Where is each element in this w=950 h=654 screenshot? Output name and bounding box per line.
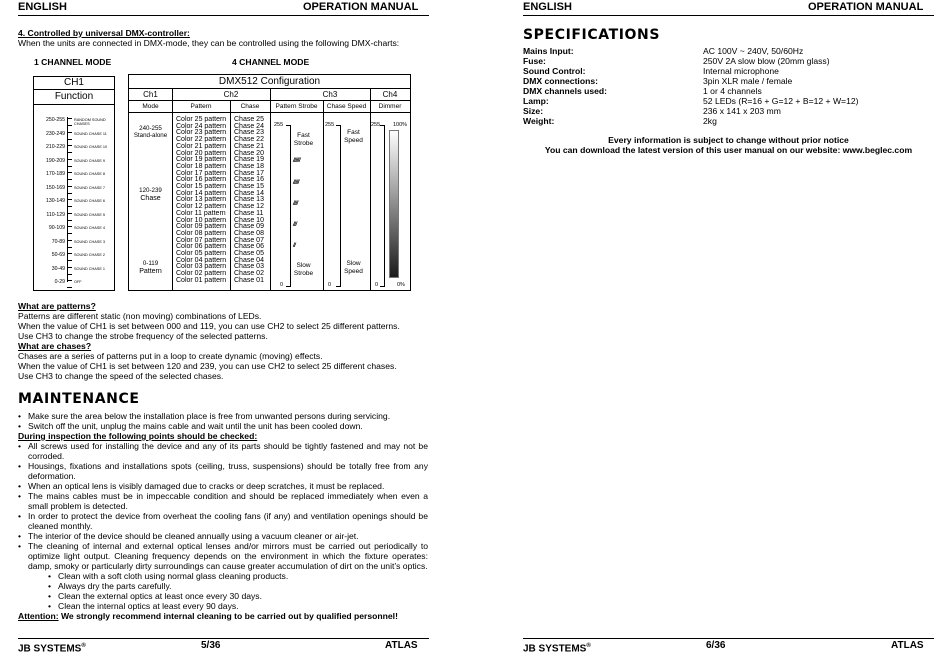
- dimmer-100pct: 100%: [393, 122, 408, 128]
- spec-value: 52 LEDs (R=16 + G=12 + B=12 + W=12): [703, 96, 859, 106]
- specifications-title: SPECIFICATIONS: [523, 27, 661, 43]
- speed-255: 255: [325, 122, 335, 128]
- ch1-row: [34, 185, 114, 193]
- pattern-list-item: Color 09 pattern: [176, 223, 227, 231]
- patterns-text-1: Patterns are different static (non moving) combinations of LEDs.: [18, 311, 262, 321]
- spec-row: [523, 86, 934, 96]
- ch1-row: [34, 212, 114, 220]
- ch1-row-range: 150-169: [45, 184, 65, 191]
- spec-row: [523, 76, 934, 86]
- pattern-list-item: Color 20 pattern: [176, 149, 227, 157]
- pattern-list-item: Color 23 pattern: [176, 129, 227, 137]
- dimmer-gradient-bar: [389, 130, 399, 278]
- chase-list-item: Chase 17: [234, 169, 264, 177]
- dimmer-0: 0: [375, 282, 379, 288]
- cleaning-sub-bullet: • Clean with a soft cloth using normal glass cleaning products.: [48, 571, 428, 581]
- dmx512-chart: [128, 74, 411, 291]
- patterns-text-2: When the value of CH1 is set between 000 and 119, you can use CH2 to select 25 different patterns.: [18, 321, 400, 331]
- chases-text-3: Use CH3 to change the speed of the selected chases.: [18, 371, 224, 381]
- mode-pattern: 0-119 Pattern: [139, 260, 162, 275]
- pattern-list-item: Color 21 pattern: [176, 142, 227, 150]
- right-header-language: ENGLISH: [523, 1, 572, 13]
- spec-label: Sound Control:: [523, 66, 586, 76]
- spec-value: 250V 2A slow blow (20mm glass): [703, 56, 830, 66]
- chase-list-item: Chase 15: [234, 183, 264, 190]
- ch1-row-range: 110-129: [46, 211, 65, 218]
- section4-intro: When the units are connected in DMX-mode, they can be controlled using the following DMX-charts:: [18, 38, 400, 48]
- dmx-subhead-pattern: Pattern: [190, 103, 212, 110]
- ch1-row-range: 50-69: [51, 252, 65, 258]
- specifications-table: [523, 46, 934, 126]
- four-channel-label: 4 CHANNEL MODE: [232, 57, 310, 67]
- inspection-bullet: • When an optical lens is visibly damaged due to cracks or deep scratches, it must be replaced.: [18, 481, 428, 491]
- ch1-row-label: SOUND CHASE 11: [74, 131, 107, 136]
- spec-value: 236 x 141 x 203 mm: [703, 106, 781, 116]
- dimmer-255: 255: [371, 122, 381, 128]
- chase-list-item: Chase 22: [234, 136, 264, 144]
- chase-list-item: Chase 09: [234, 223, 264, 231]
- chase-list-item: Chase 23: [234, 129, 264, 137]
- ch1-row-range: 90-109: [48, 225, 65, 231]
- ch1-row-range: 70-89: [51, 238, 65, 245]
- patterns-question: What are patterns?: [18, 301, 96, 311]
- ch1-row-label: SOUND CHASE 9: [74, 158, 106, 163]
- strobe-mark: ////: [293, 201, 298, 207]
- ch1-row: [34, 279, 114, 287]
- one-channel-label: 1 CHANNEL MODE: [34, 57, 112, 67]
- pattern-list-item: Color 08 pattern: [176, 229, 227, 237]
- ch1-row: [34, 252, 114, 260]
- ch1-row-range: 250-255: [45, 117, 65, 123]
- spec-row: [523, 116, 934, 126]
- spec-label: Mains Input:: [523, 46, 574, 56]
- pattern-list-item: Color 16 pattern: [176, 176, 227, 184]
- ch1-row-label: SOUND CHASE 5: [74, 212, 106, 217]
- mode-standalone: 240-255 Stand-alone: [133, 125, 168, 139]
- dmx-ch2-header: Ch2: [223, 90, 239, 99]
- pattern-list-item: Color 01 pattern: [176, 276, 227, 284]
- left-footer-model: ATLAS: [385, 640, 418, 651]
- ch1-row: [34, 225, 114, 233]
- ch1-row-range: 230-249: [45, 130, 65, 137]
- pattern-list-item: Color 18 pattern: [176, 162, 227, 170]
- ch1-row: [34, 171, 114, 179]
- pattern-list-item: Color 12 pattern: [176, 203, 227, 211]
- strobe-fast-label: Fast Strobe: [293, 132, 314, 147]
- chase-list-item: Chase 20: [234, 149, 264, 157]
- ch1-row-range: 170-189: [45, 171, 65, 177]
- cleaning-sub-bullet: • Always dry the parts carefully.: [48, 581, 428, 591]
- ch1-row-range: 210-229: [45, 144, 65, 150]
- ch1-row-range: 130-149: [45, 198, 65, 204]
- speed-0: 0: [328, 282, 332, 288]
- patterns-text-3: Use CH3 to change the strobe frequency of the selected patterns.: [18, 331, 268, 341]
- pattern-list-item: Color 22 pattern: [176, 136, 227, 144]
- spec-row: [523, 66, 934, 76]
- pattern-list-item: Color 07 pattern: [176, 236, 227, 244]
- pattern-list-item: Color 14 pattern: [176, 189, 227, 197]
- strobe-slow-label: Slow Strobe: [293, 262, 314, 277]
- ch1-row: [34, 131, 114, 139]
- ch1-row-label: SOUND CHASE 1: [74, 266, 106, 271]
- left-header-title: OPERATION MANUAL: [303, 1, 419, 13]
- chases-text-1: Chases are a series of patterns put in a loop to create dynamic (moving) effects.: [18, 351, 323, 361]
- left-footer-rule: [18, 638, 429, 639]
- chase-list-item: Chase 05: [234, 250, 264, 257]
- pattern-list-item: Color 19 pattern: [176, 156, 227, 164]
- chase-list-item: Chase 06: [234, 243, 264, 251]
- pattern-list-item: Color 15 pattern: [176, 183, 227, 190]
- speed-fast-label: Fast Speed: [344, 129, 363, 144]
- left-header-rule: [18, 15, 429, 16]
- cleaning-sub-bullet: • Clean the internal optics at least every 90 days.: [48, 601, 428, 611]
- chase-list-item: Chase 02: [234, 270, 264, 278]
- ch1-row: [34, 144, 114, 152]
- strobe-mark: /////: [293, 180, 299, 186]
- chase-list-item: Chase 07: [234, 236, 264, 244]
- dmx-ch4-header: Ch4: [382, 90, 398, 99]
- notice-change: Every information is subject to change without prior notice: [608, 135, 849, 145]
- maintenance-title: MAINTENANCE: [18, 391, 140, 407]
- pattern-list-item: Color 24 pattern: [176, 122, 227, 130]
- dmx-subhead-chase-speed: Chase Speed: [326, 103, 367, 110]
- chase-list-item: Chase 13: [234, 196, 264, 204]
- spec-row: [523, 46, 934, 56]
- pattern-list-item: Color 25 pattern: [176, 116, 227, 123]
- left-footer-page: 5/36: [201, 640, 221, 651]
- chases-text-2: When the value of CH1 is set between 120 and 239, you can use CH2 to select 25 different chases.: [18, 361, 397, 371]
- right-footer-model: ATLAS: [891, 640, 924, 651]
- spec-label: Size:: [523, 106, 544, 116]
- dmx-ch3-header: Ch3: [322, 90, 338, 99]
- spec-label: Weight:: [523, 116, 555, 126]
- right-footer-rule: [523, 638, 934, 639]
- ch1-row-label: SOUND CHASE 2: [74, 253, 106, 257]
- chase-list-item: Chase 19: [234, 156, 264, 164]
- attention-label: Attention:: [18, 611, 59, 621]
- strobe-mark: //////: [293, 158, 301, 164]
- left-footer-brand: JB SYSTEMS®: [18, 643, 86, 654]
- strobe-255: 255: [274, 122, 284, 128]
- ch1-chart-title: CH1: [63, 77, 84, 88]
- ch1-row: [34, 117, 114, 125]
- ch1-row: [34, 239, 114, 247]
- pattern-list-item: Color 05 pattern: [176, 250, 227, 257]
- chase-list-item: Chase 03: [234, 263, 264, 271]
- ch1-row-range: 190-209: [45, 157, 65, 164]
- spec-row: [523, 106, 934, 116]
- ch1-chart-subtitle: Function: [54, 91, 94, 102]
- maint-bullet: • Make sure the area below the installation place is free from unwanted persons during servicing.: [18, 411, 428, 421]
- chase-list-item: Chase 16: [234, 176, 264, 184]
- dmx-subhead-chase: Chase: [240, 103, 260, 110]
- chases-question: What are chases?: [18, 341, 92, 351]
- chase-list-item: Chase 01: [234, 276, 264, 284]
- spec-value: AC 100V ~ 240V, 50/60Hz: [703, 46, 804, 56]
- dmx-chart-title: DMX512 Configuration: [218, 76, 321, 87]
- ch1-row-label: SOUND CHASE 3: [74, 239, 106, 244]
- spec-value: 2kg: [703, 116, 717, 126]
- dmx-subhead-pattern-strobe: Pattern Strobe: [275, 103, 318, 110]
- right-header-title: OPERATION MANUAL: [808, 1, 924, 13]
- ch1-function-chart: [33, 76, 115, 291]
- chase-list-item: Chase 21: [234, 142, 264, 150]
- chase-list-item: Chase 11: [234, 209, 264, 217]
- ch1-row-label: SOUND CHASE 4: [74, 226, 106, 230]
- chase-list-item: Chase 08: [234, 229, 264, 237]
- inspection-bullet: • Housings, fixations and installations spots (ceiling, truss, suspensions) should be totally free from any deformation.: [18, 461, 428, 481]
- attention-note: [18, 611, 428, 621]
- pattern-list-item: Color 13 pattern: [176, 196, 227, 204]
- dimmer-0pct: 0%: [397, 282, 405, 288]
- chase-list-item: Chase 18: [234, 162, 264, 170]
- attention-text: We strongly recommend internal cleaning to be carried out by qualified personnel!: [58, 611, 398, 621]
- ch1-row: [34, 266, 114, 274]
- ch1-row-label: SOUND CHASE 6: [74, 199, 106, 203]
- maint-bullet: • Switch off the unit, unplug the mains cable and wait until the unit has been cooled down.: [18, 421, 428, 431]
- spec-label: Fuse:: [523, 56, 546, 66]
- pattern-list-item: Color 04 pattern: [176, 256, 227, 264]
- pattern-list-item: Color 10 pattern: [176, 216, 227, 224]
- right-header-rule: [523, 15, 934, 16]
- spec-row: [523, 56, 934, 66]
- left-header-language: ENGLISH: [18, 1, 67, 13]
- dmx-ch1-header: Ch1: [143, 90, 158, 99]
- section4-title: 4. Controlled by universal DMX-controller:: [18, 28, 190, 38]
- inspection-bullet: • The cleaning of internal and external optical lenses and/or mirrors must be carried out periodically to optimize light output. Cleaning frequency depends on the environment in which the fixture operates: damp, smoky or particularly dirty surroundings can cause greater accumulation of dirt on the unit’s optics.: [18, 541, 428, 571]
- ch1-row: [34, 158, 114, 166]
- ch1-row-label: SOUND CHASE 7: [74, 185, 106, 190]
- spec-label: DMX channels used:: [523, 86, 608, 96]
- spec-row: [523, 96, 934, 106]
- pattern-list-item: Color 17 pattern: [176, 169, 227, 177]
- pattern-list-item: Color 02 pattern: [176, 270, 227, 278]
- inspection-bullet: • The mains cables must be in impeccable condition and should be replaced immediately when even a small problem is detected.: [18, 491, 428, 511]
- strobe-0: 0: [280, 282, 284, 288]
- right-footer-page: 6/36: [706, 640, 726, 651]
- spec-label: Lamp:: [523, 96, 549, 106]
- ch1-row-range: 0-29: [54, 279, 65, 285]
- ch1-row-label: SOUND CHASE 8: [74, 172, 106, 176]
- inspection-bullet: • The interior of the device should be cleaned annually using a vacuum cleaner or air-jet.: [18, 531, 428, 541]
- chase-list-item: Chase 25: [234, 116, 264, 123]
- inspection-bullet: • In order to protect the device from overheat the cooling fans (if any) and ventilation openings should be cleaned monthly.: [18, 511, 428, 531]
- ch1-row-label: SOUND CHASE 10: [74, 145, 108, 149]
- chase-list-item: Chase 12: [234, 203, 264, 211]
- pattern-list-item: Color 11 pattern: [176, 209, 226, 217]
- chase-list-item: Chase 14: [234, 189, 264, 197]
- right-footer-brand: JB SYSTEMS®: [523, 643, 591, 654]
- spec-label: DMX connections:: [523, 76, 598, 86]
- maintenance-body: [18, 411, 428, 621]
- ch1-row-label: OFF: [74, 280, 82, 284]
- speed-slow-label: Slow Speed: [344, 260, 363, 275]
- ch1-row: [34, 198, 114, 206]
- pattern-list-item: Color 03 pattern: [176, 263, 227, 271]
- cleaning-sub-bullet: • Clean the external optics at least once every 30 days.: [48, 591, 428, 601]
- ch1-row-label: RANDOM SOUND CHASES: [74, 118, 106, 127]
- strobe-mark: //: [293, 243, 296, 249]
- dmx-subhead-mode: Mode: [142, 103, 159, 110]
- ch1-row-range: 30-49: [51, 265, 65, 272]
- strobe-mark: ///: [293, 222, 297, 228]
- inspection-title: During inspection the following points should be checked:: [18, 431, 258, 441]
- mode-chase: 120-239 Chase: [139, 187, 162, 202]
- spec-value: 1 or 4 channels: [703, 86, 762, 96]
- chase-list-item: Chase 24: [234, 122, 264, 130]
- chase-list-item: Chase 04: [234, 256, 264, 264]
- spec-value: 3pin XLR male / female: [703, 76, 793, 86]
- chase-list-item: Chase 10: [234, 216, 264, 224]
- notice-download: You can download the latest version of this user manual on our website: www.beglec.com: [544, 145, 913, 155]
- spec-value: Internal microphone: [703, 66, 779, 76]
- dmx-subhead-dimmer: Dimmer: [378, 103, 402, 110]
- inspection-bullet: • All screws used for installing the device and any of its parts should be tightly fastened and may not be corroded.: [18, 441, 428, 461]
- pattern-list-item: Color 06 pattern: [176, 243, 227, 251]
